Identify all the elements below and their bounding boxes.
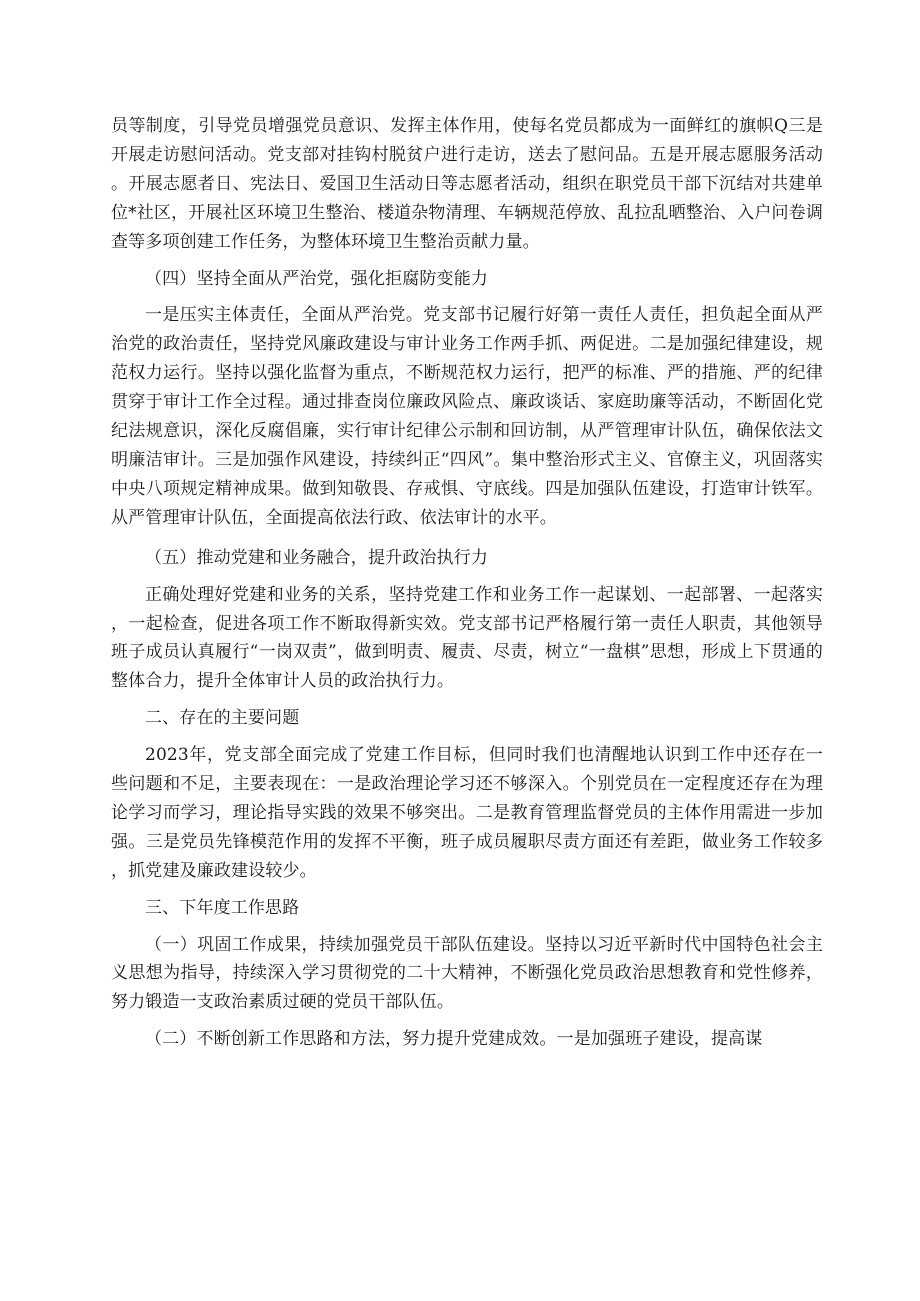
section-heading-main-problems: 二、存在的主要问题 [145, 708, 300, 729]
paragraph-consolidate-results: （一）巩固工作成果，持续加强党员干部队伍建设。坚持以习近平新时代中国特色社会主义思想为指导，持续深入学习贯彻党的二十大精神，不断强化党员政治思想教育和党性修养，努力锻造一支政治素质过硬的党员干部队伍。 [111, 934, 823, 1013]
paragraph-strict-governance: 一是压实主体责任，全面从严治党。党支部书记履行好第一责任人责任，担负起全面从严治党的政治责任，坚持党风廉政建设与审计业务工作两手抓、两促进。二是加强纪律建设，规范权力运行。坚持以强化监督为重点，不断规范权力运行，把严的标准、严的措施、严的纪律贯穿于审计工作全过程。通过排查岗位廉政风险点、廉政谈话、家庭助廉等活动，不断固化党纪法规意识，深化反腐倡廉，实行审计纪律公示制和回访制，从严管理审计队伍，确保依法文明廉洁审计。三是加强作风建设，持续纠正“四风”。集中整治形式主义、官僚主义，巩固落实中央八项规定精神成果。做到知敬畏、存戒惧、守底线。四是加强队伍建设，打造审计铁军。从严管理审计队伍，全面提高依法行政、依法审计的水平。 [111, 305, 823, 528]
document-page [111, 112, 823, 1054]
section-heading-strict-governance: （四）坚持全面从严治党，强化拒腐防变能力 [145, 268, 488, 289]
section-heading-integration: （五）推动党建和业务融合，提升政治执行力 [145, 547, 488, 568]
section-heading-next-year: 三、下年度工作思路 [145, 897, 300, 918]
paragraph-innovate-methods: （二）不断创新工作思路和方法，努力提升党建成效。一是加强班子建设，提高谋 [145, 1029, 763, 1050]
paragraph-volunteer-activities: 员等制度，引导党员增强党员意识、发挥主体作用，使每名党员都成为一面鲜红的旗帜Q三是开展走访慰问活动。党支部对挂钩村脱贫户进行走访，送去了慰问品。五是开展志愿服务活动。开展志愿者日、宪法日、爱国卫生活动日等志愿者活动，组织在职党员干部下沉结对共建单位*社区，开展社区环境卫生整治、楼道杂物清理、车辆规范停放、乱拉乱晒整治、入户问卷调查等多项创建工作任务，为整体环境卫生整治贡献力量。 [111, 116, 823, 252]
paragraph-integration: 正确处理好党建和业务的关系，坚持党建工作和业务工作一起谋划、一起部署、一起落实，一起检查，促进各项工作不断取得新实效。党支部书记严格履行第一责任人职责，其他领导班子成员认真履行“一岗双责”，做到明责、履责、尽责，树立“一盘棋”思想，形成上下贯通的整体合力，提升全体审计人员的政治执行力。 [111, 584, 823, 692]
paragraph-main-problems: 2023年，党支部全面完成了党建工作目标，但同时我们也清醒地认识到工作中还存在一些问题和不足，主要表现在：一是政治理论学习还不够深入。个别党员在一定程度还存在为理论学习而学习，理论指导实践的效果不够突出。二是教育管理监督党员的主体作用需进一步加强。三是党员先锋模范作用的发挥不平衡，班子成员履职尽责方面还有差距，做业务工作较多，抓党建及廉政建设较少。 [111, 745, 823, 881]
